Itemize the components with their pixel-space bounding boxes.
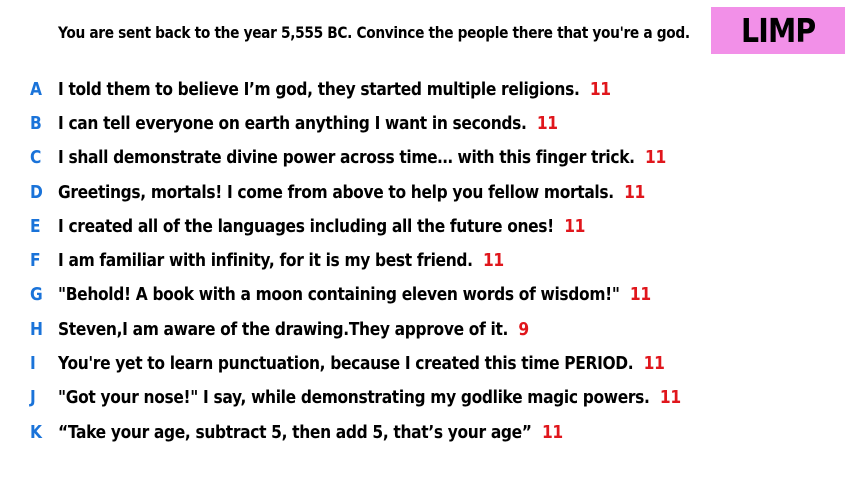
answer-text: I am familiar with infinity, for it is my best friend. bbox=[58, 250, 473, 272]
answer-row bbox=[30, 381, 830, 415]
answer-letter: B bbox=[30, 112, 42, 134]
answer-score: 11 bbox=[645, 147, 666, 169]
answer-text: I created all of the languages including all the future ones! bbox=[58, 215, 554, 237]
answer-score: 9 bbox=[518, 318, 529, 340]
answer-letter: I bbox=[30, 353, 36, 375]
title-badge bbox=[711, 7, 845, 54]
answer-score: 11 bbox=[589, 78, 611, 100]
answer-text: "Behold! A book with a moon containing eleven words of wisdom!" bbox=[58, 284, 620, 306]
answer-list bbox=[30, 72, 830, 449]
answer-row bbox=[30, 243, 830, 277]
answer-letter: F bbox=[30, 250, 41, 272]
answer-letter: C bbox=[30, 147, 42, 169]
badge-label: LIMP bbox=[740, 11, 816, 50]
answer-text: I can tell everyone on earth anything I want in seconds. bbox=[58, 112, 527, 134]
answer-letter: H bbox=[30, 318, 43, 340]
answer-text: You're yet to learn punctuation, because I created this time PERIOD. bbox=[58, 353, 634, 375]
answer-row bbox=[30, 141, 830, 175]
answer-letter: E bbox=[30, 215, 41, 237]
answer-text: “Take your age, subtract 5, then add 5, that’s your age” bbox=[58, 421, 532, 443]
answer-score: 11 bbox=[536, 112, 558, 134]
prompt-text: You are sent back to the year 5,555 BC. Convince the people there that you're a god. bbox=[58, 23, 690, 42]
answer-letter: D bbox=[30, 181, 43, 203]
answer-letter: G bbox=[30, 284, 43, 306]
answer-row bbox=[30, 415, 830, 449]
answer-letter: A bbox=[30, 78, 42, 100]
answer-score: 11 bbox=[629, 284, 651, 306]
answer-text: Greetings, mortals! I come from above to help you fellow mortals. bbox=[58, 181, 614, 203]
answer-letter: K bbox=[30, 421, 42, 443]
answer-score: 11 bbox=[624, 181, 645, 203]
answer-row bbox=[30, 278, 830, 312]
answer-score: 11 bbox=[564, 215, 586, 237]
answer-row bbox=[30, 312, 830, 346]
answer-score: 11 bbox=[541, 421, 563, 443]
answer-score: 11 bbox=[482, 250, 504, 272]
answer-score: 11 bbox=[643, 353, 665, 375]
answer-text: Steven,I am aware of the drawing.They approve of it. bbox=[58, 318, 509, 340]
answer-text: "Got your nose!" I say, while demonstrating my godlike magic powers. bbox=[58, 387, 650, 409]
answer-score: 11 bbox=[659, 387, 681, 409]
answer-row bbox=[30, 106, 830, 140]
answer-letter: J bbox=[30, 387, 36, 409]
answer-text: I told them to believe I’m god, they started multiple religions. bbox=[58, 78, 580, 100]
answer-row bbox=[30, 209, 830, 243]
answer-row bbox=[30, 346, 830, 380]
answer-text: I shall demonstrate divine power across time… with this finger trick. bbox=[58, 147, 635, 169]
answer-row bbox=[30, 72, 830, 106]
answer-row bbox=[30, 175, 830, 209]
